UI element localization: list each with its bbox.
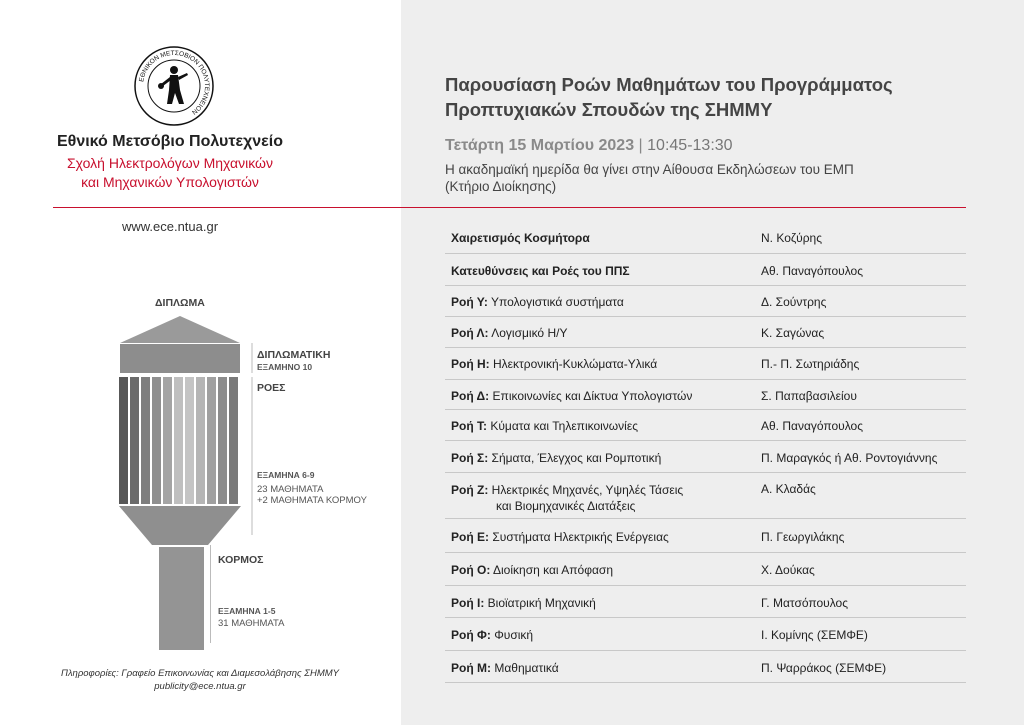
institution-name: Εθνικό Μετσόβιο Πολυτεχνείο xyxy=(57,133,283,150)
program-topic: Ροή Φ: Φυσική xyxy=(451,628,534,642)
divider-rule xyxy=(53,207,966,208)
program-speaker: Π. Γεωργιλάκης xyxy=(761,530,845,544)
core-semesters: ΕΞΑΜΗΝΑ 1-5 xyxy=(218,606,276,616)
program-speaker: Ν. Κοζύρης xyxy=(761,231,823,245)
core-bracket-line xyxy=(210,545,211,643)
program-speaker: Αθ. Παναγόπουλος xyxy=(761,419,864,433)
program-row xyxy=(445,651,966,683)
flows-courses-line-1: 23 ΜΑΘΗΜΑΤΑ xyxy=(257,484,324,495)
program-speaker: Π.- Π. Σωτηριάδης xyxy=(761,357,860,371)
diagram-core-stem xyxy=(159,547,204,650)
flows-courses xyxy=(257,484,367,506)
event-title-line-1: Παρουσίαση Ροών Μαθημάτων του Προγράμματος xyxy=(445,74,893,95)
program-topic: Κατευθύνσεις και Ροές του ΠΠΣ xyxy=(451,264,630,278)
venue-line-1: Η ακαδημαϊκή ημερίδα θα γίνει στην Αίθουσα Εκδηλώσεων του ΕΜΠ xyxy=(445,162,854,177)
program-row xyxy=(445,317,966,348)
diagram-roof xyxy=(120,316,240,343)
program-topic: Ροή Δ: Επικοινωνίες και Δίκτυα Υπολογιστών xyxy=(451,389,693,403)
program-speaker: Π. Μαραγκός ή Αθ. Ροντογιάννης xyxy=(761,451,938,465)
flows-semesters: ΕΞΑΜΗΝΑ 6-9 xyxy=(257,470,315,480)
program-row xyxy=(445,380,966,410)
venue-line-2: (Κτήριο Διοίκησης) xyxy=(445,179,557,194)
program-topic: Ροή Ι: Βιοϊατρική Μηχανική xyxy=(451,596,596,610)
diagram-flow-columns xyxy=(119,377,238,504)
school-name-line-2: και Μηχανικών Υπολογιστών xyxy=(81,174,259,190)
program-row xyxy=(445,410,966,441)
school-name xyxy=(0,154,340,192)
school-name-line-1: Σχολή Ηλεκτρολόγων Μηχανικών xyxy=(67,155,273,171)
date-separator: | xyxy=(638,137,643,154)
program-row xyxy=(445,441,966,473)
event-title-line-2: Προπτυχιακών Σπουδών της ΣΗΜΜΥ xyxy=(445,99,773,120)
program-row xyxy=(445,286,966,317)
program-topic: Χαιρετισμός Κοσμήτορα xyxy=(451,231,590,245)
footer-info xyxy=(40,667,360,693)
program-topic: Ροή Τ: Κύματα και Τηλεπικοινωνίες xyxy=(451,419,638,433)
program-row xyxy=(445,348,966,380)
event-date-time xyxy=(445,137,733,155)
program-row xyxy=(445,220,966,254)
event-date: Τετάρτη 15 Μαρτίου 2023 xyxy=(445,137,635,154)
diploma-label: ΔΙΠΛΩΜΑ xyxy=(155,297,205,309)
program-speaker: Α. Κλαδάς xyxy=(761,482,816,496)
event-time: 10:45-13:30 xyxy=(647,137,733,154)
ntua-seal-logo xyxy=(134,46,214,126)
flows-label: ΡΟΕΣ xyxy=(257,382,286,394)
program-table xyxy=(445,220,966,683)
program-row xyxy=(445,473,966,519)
diagram-thesis-block xyxy=(120,344,240,373)
program-topic: Ροή Σ: Σήματα, Έλεγχος και Ρομποτική xyxy=(451,451,662,465)
program-topic: Ροή Η: Ηλεκτρονική-Κυκλώματα-Υλικά xyxy=(451,357,658,371)
diagram-funnel xyxy=(119,506,241,545)
thesis-label: ΔΙΠΛΩΜΑΤΙΚΗ xyxy=(257,349,331,361)
program-speaker: Χ. Δούκας xyxy=(761,563,815,577)
program-topic: Ροή Ζ: Ηλεκτρικές Μηχανές, Υψηλές Τάσεις και Βιομηχανικές Διατάξεις xyxy=(451,483,684,513)
program-row xyxy=(445,519,966,553)
svg-text:ΕΘΝΙΚΟΝ ΜΕΤΣΟΒΙΟΝ ΠΟΛΥΤΕΧΝΕΙΟΝ: ΕΘΝΙΚΟΝ ΜΕΤΣΟΒΙΟΝ ΠΟΛΥΤΕΧΝΕΙΟΝ xyxy=(138,49,211,116)
event-venue xyxy=(445,161,854,195)
program-speaker: Δ. Σούντρης xyxy=(761,295,827,309)
program-topic: Ροή Υ: Υπολογιστικά συστήματα xyxy=(451,295,624,309)
core-courses: 31 ΜΑΘΗΜΑΤΑ xyxy=(218,618,285,629)
program-speaker: Σ. Παπαβασιλείου xyxy=(761,389,857,403)
program-row xyxy=(445,618,966,651)
program-topic: Ροή Μ: Μαθηματικά xyxy=(451,661,559,675)
footer-contact-line: Πληροφορίες: Γραφείο Επικοινωνίας και Διαμεσολάβησης ΣΗΜΜΥ xyxy=(60,668,339,679)
program-row xyxy=(445,553,966,586)
program-topic: Ροή Ε: Συστήματα Ηλεκτρικής Ενέργειας xyxy=(451,530,669,544)
curriculum-building-diagram xyxy=(110,310,250,655)
program-speaker: Αθ. Παναγόπουλος xyxy=(761,264,864,278)
program-row xyxy=(445,586,966,618)
footer-email[interactable]: publicity@ece.ntua.gr xyxy=(154,681,246,692)
program-topic: Ροή Λ: Λογισμικό Η/Υ xyxy=(451,326,568,340)
website-link[interactable]: www.ece.ntua.gr xyxy=(121,219,219,234)
core-label: ΚΟΡΜΟΣ xyxy=(218,554,264,566)
program-speaker: Κ. Σαγώνας xyxy=(761,326,825,340)
flows-courses-line-2: +2 ΜΑΘΗΜΑΤΑ ΚΟΡΜΟΥ xyxy=(257,495,367,506)
program-row xyxy=(445,254,966,286)
thesis-semester: ΕΞΑΜΗΝΟ 10 xyxy=(257,362,313,372)
program-topic: Ροή Ο: Διοίκηση και Απόφαση xyxy=(451,563,613,577)
program-speaker: Ι. Κομίνης (ΣΕΜΦΕ) xyxy=(761,628,868,642)
program-speaker: Π. Ψαρράκος (ΣΕΜΦΕ) xyxy=(761,661,887,675)
event-title xyxy=(445,72,893,122)
program-speaker: Γ. Ματσόπουλος xyxy=(761,596,848,610)
